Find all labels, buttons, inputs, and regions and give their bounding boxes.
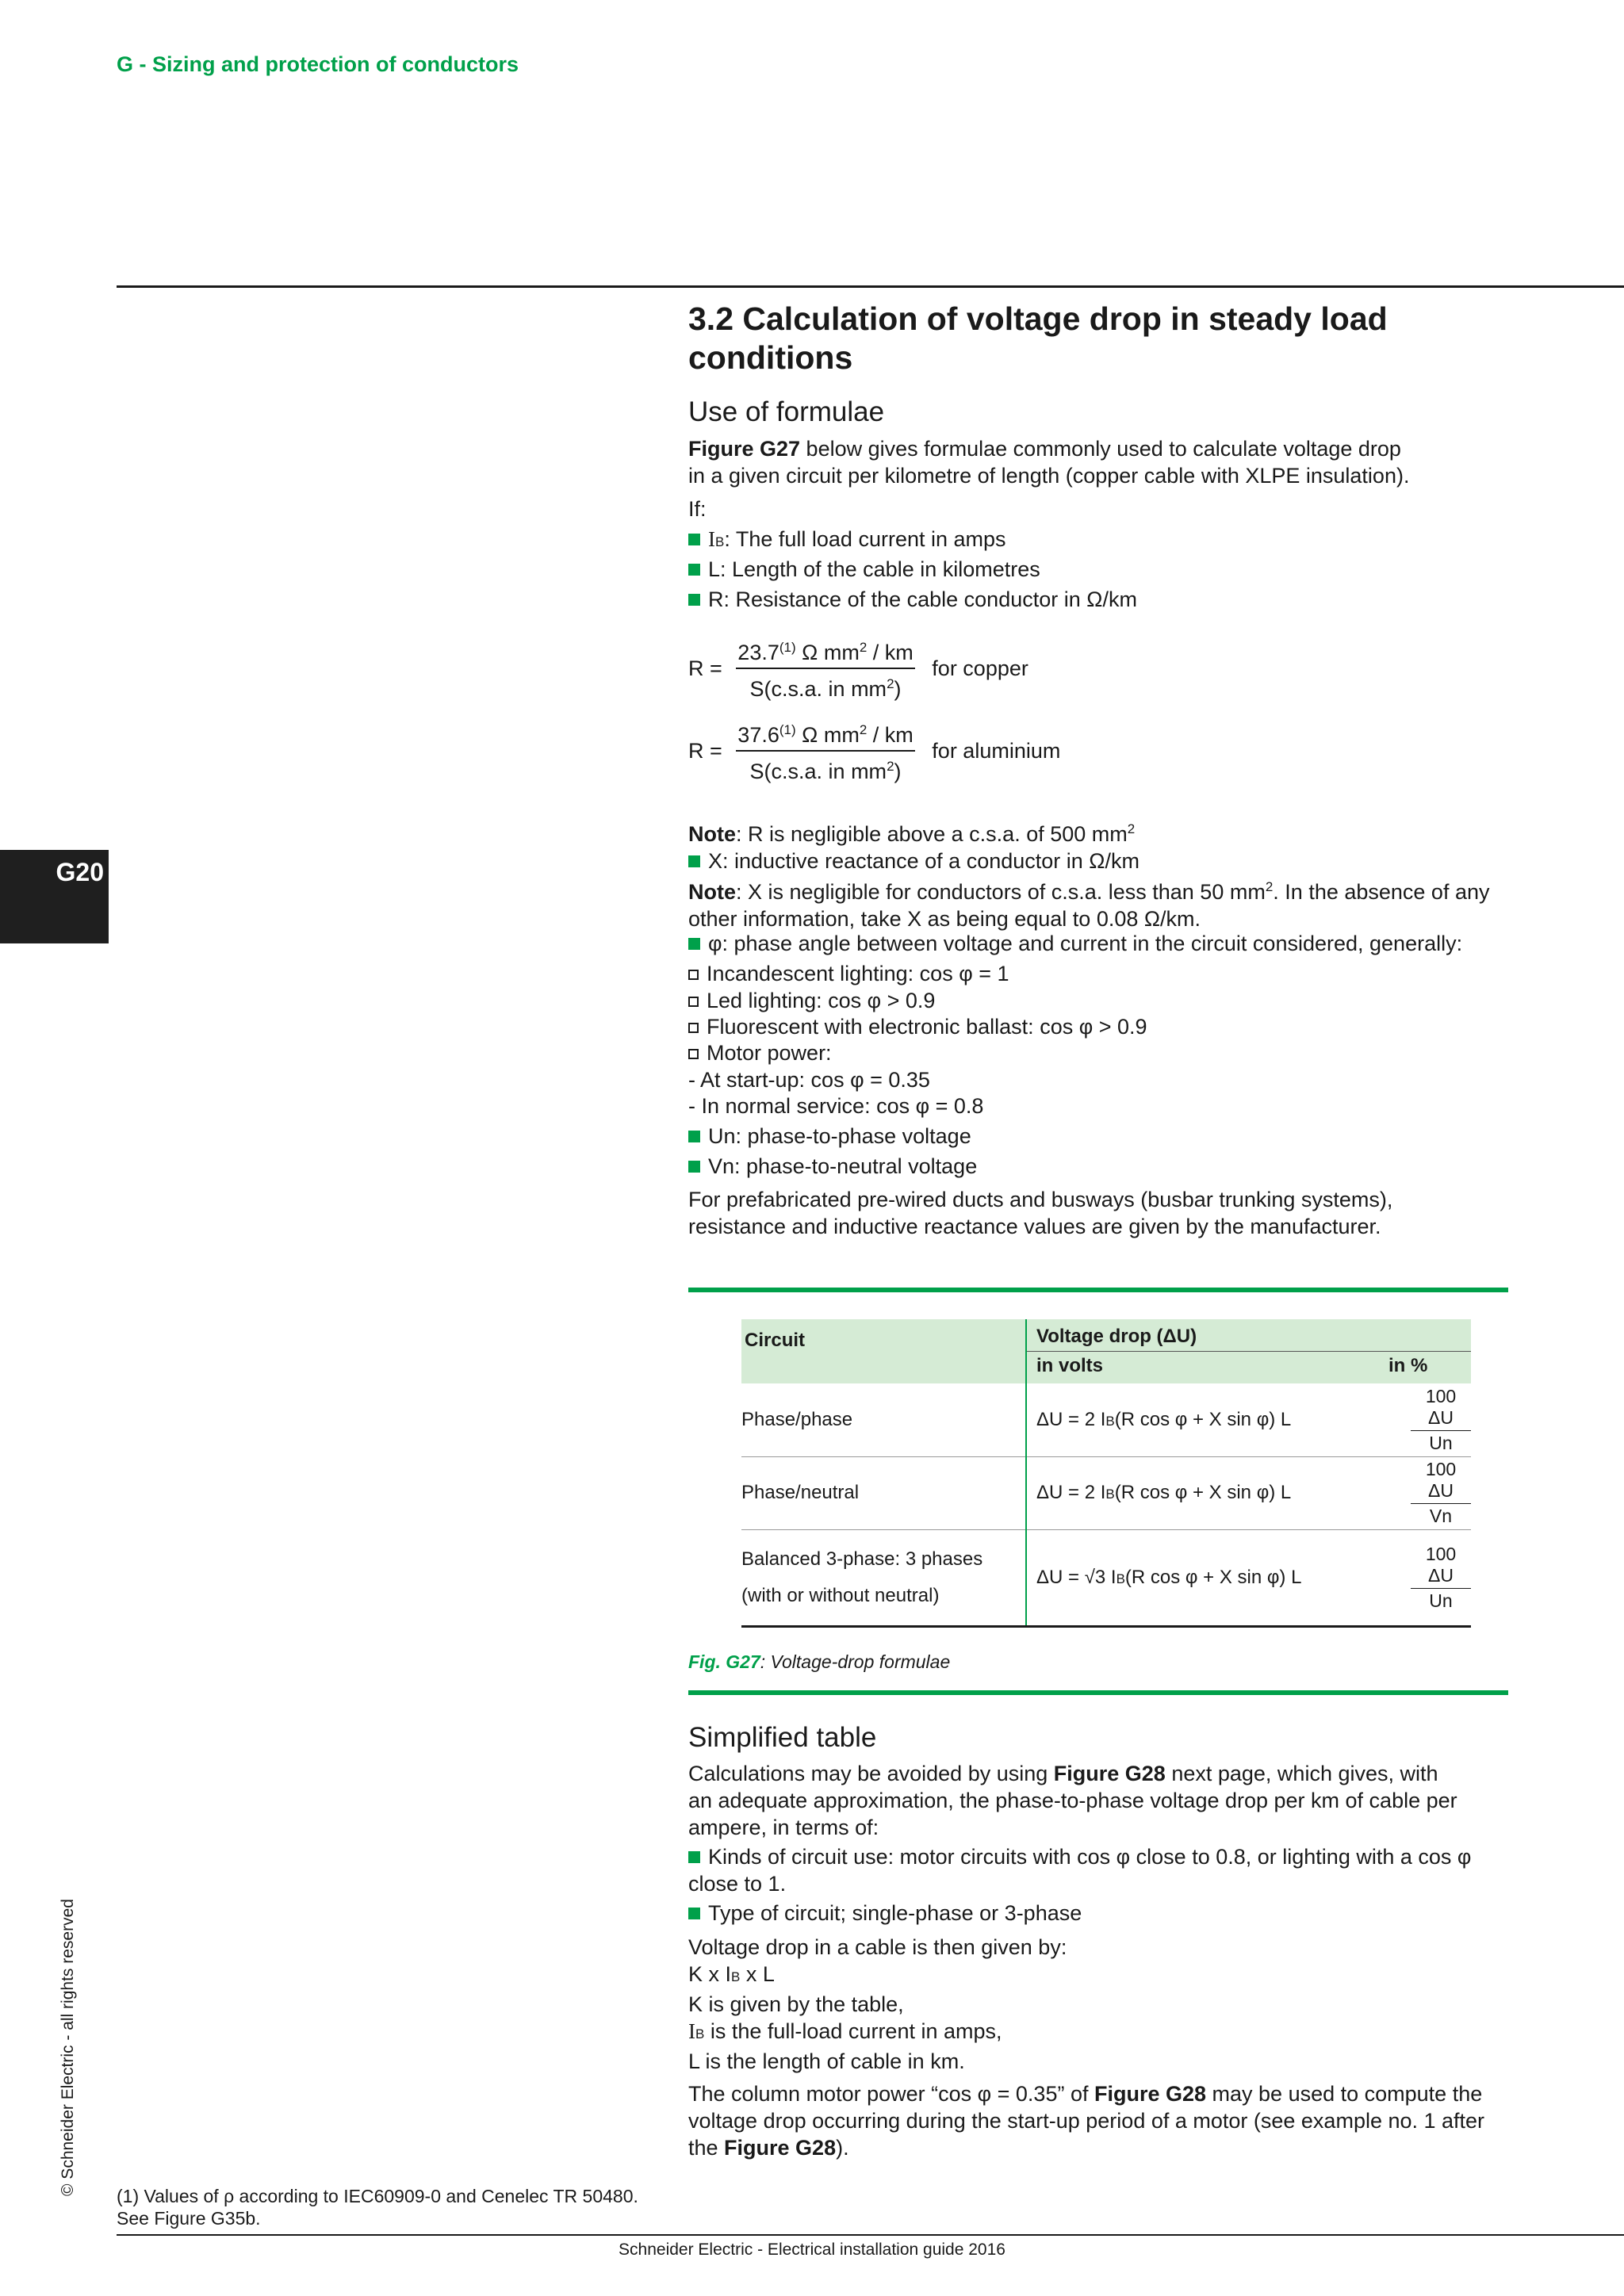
top-rule xyxy=(117,285,1624,288)
if-label: If: xyxy=(688,497,707,521)
subheading-formulae: Use of formulae xyxy=(688,396,885,427)
note-x: Note: X is negligible for conductors of c.s.a. less than 50 $mm^2$. In the absence of any other information, take X as being equal to 0.08 Ω/km. xyxy=(688,879,1490,931)
bullet-square-icon xyxy=(688,855,700,867)
cell-formula: ΔU = 2 IB(R cos φ + X sin φ) L xyxy=(1036,1482,1292,1503)
voltage-drop-table xyxy=(741,1319,1471,1628)
cell-formula: ΔU = √3 IB(R cos φ + X sin φ) L xyxy=(1036,1566,1302,1588)
sub-item-incandescent: Incandescent lighting: cos φ = 1 xyxy=(688,960,1513,987)
list-item-un: Un: phase-to-phase voltage xyxy=(688,1123,1513,1150)
hollow-square-icon xyxy=(688,1049,699,1059)
cell-formula: ΔU = 2 IB(R cos φ + X sin φ) L xyxy=(1036,1408,1292,1430)
formula-copper: R = $\frac{23.7^{(1)} \Omega mm^2 / km}{S(c.s.a. in mm^2)}$ for copper xyxy=(688,634,1028,702)
sub-item-fluorescent: Fluorescent with electronic ballast: cos φ > 0.9 xyxy=(688,1013,1513,1040)
note-r: Note: R is negligible above a c.s.a. of 500 $mm^2$ xyxy=(688,821,1136,846)
list-item-vn: Vn: phase-to-neutral voltage xyxy=(688,1153,1513,1180)
table-header-row xyxy=(741,1319,1471,1352)
cell-circuit: Phase/neutral xyxy=(741,1456,1026,1529)
footnote: (1) Values of ρ according to IEC60909-0 and Cenelec TR 50480. See Figure G35b. xyxy=(117,2186,638,2229)
sub-item-led: Led lighting: cos φ > 0.9 xyxy=(688,987,1513,1014)
bullet-square-icon xyxy=(688,534,700,545)
page-tab xyxy=(0,850,109,943)
list-item-kinds: Kinds of circuit use: motor circuits with cos φ close to 0.8, or lighting with a cos φ close to 1. xyxy=(688,1845,1472,1896)
sub-item-motor: Motor power: xyxy=(688,1039,1513,1066)
cell-percent: $\frac{100 \Delta U}{Un}$ xyxy=(1379,1383,1471,1456)
list-item-type: Type of circuit; single-phase or 3-phase xyxy=(688,1900,1513,1927)
chapter-header: G - Sizing and protection of conductors xyxy=(117,52,519,76)
cell-percent: $\frac{100 \Delta U}{Vn}$ xyxy=(1379,1456,1471,1529)
list-item-phi: φ: phase angle between voltage and current in the circuit considered, generally: xyxy=(688,930,1513,957)
bottom-rule xyxy=(117,2234,1624,2236)
header-circuit: Circuit xyxy=(741,1319,1026,1383)
list-item-ib: IB: The full load current in amps xyxy=(688,526,1513,556)
formula-aluminium: R = $\frac{37.6^{(1)} \Omega mm^2 / km}{S(c.s.a. in mm^2)}$ for aluminium xyxy=(688,717,1060,785)
list-item-x: X: inductive reactance of a conductor in Ω/km xyxy=(688,848,1513,874)
intro-paragraph: Figure G27 below gives formulae commonly used to calculate voltage drop in a given circuit per kilometre of length (copper cable with XLPE insulation). xyxy=(688,437,1410,488)
hollow-square-icon xyxy=(688,1023,699,1033)
column-note-paragraph: The column motor power “cos φ = 0.35” of Figure G28 may be used to compute the voltage drop occurring during the start-up period of a motor (see example no. 1 after the Figure G28). xyxy=(688,2082,1485,2160)
bullet-square-icon xyxy=(688,594,700,606)
simplified-paragraph: Calculations may be avoided by using Figure G28 next page, which gives, with an adequate approximation, the phase-to-phase voltage drop per km of cable per ampere, in terms of: xyxy=(688,1762,1457,1839)
table-row xyxy=(741,1529,1471,1626)
motor-startup: - At start-up: cos φ = 0.35 xyxy=(688,1068,930,1092)
page-footer: Schneider Electric - Electrical installation guide 2016 xyxy=(619,2241,1005,2259)
section-title: 3.2 Calculation of voltage drop in steady load conditions xyxy=(688,300,1388,376)
header-voltage-drop: Voltage drop (ΔU) xyxy=(1026,1319,1471,1352)
vd-explanation: Voltage drop in a cable is then given by: K x IB x L K is given by the table, IB is the full-load current in amps, L is the length of cable in km. xyxy=(688,1935,1067,2073)
figure-bottom-bar xyxy=(688,1690,1508,1695)
bullet-square-icon xyxy=(688,564,700,576)
cell-circuit: Phase/phase xyxy=(741,1383,1026,1456)
bullet-square-icon xyxy=(688,1161,700,1173)
motor-normal: - In normal service: cos φ = 0.8 xyxy=(688,1094,984,1118)
list-item-r: R: Resistance of the cable conductor in Ω/km xyxy=(688,586,1513,613)
prefab-paragraph: For prefabricated pre-wired ducts and busways (busbar trunking systems), resistance and inductive reactance values are given by the manufacturer. xyxy=(688,1188,1393,1238)
bullet-square-icon xyxy=(688,1851,700,1863)
page-tab-label: G20 xyxy=(56,858,104,886)
bullet-square-icon xyxy=(688,1131,700,1142)
hollow-square-icon xyxy=(688,997,699,1007)
subheading-simplified: Simplified table xyxy=(688,1722,877,1753)
bullet-square-icon xyxy=(688,1908,700,1919)
list-item-l: L: Length of the cable in kilometres xyxy=(688,556,1513,583)
cell-circuit: Balanced 3-phase: 3 phases (with or without neutral) xyxy=(741,1529,1026,1626)
bullet-square-icon xyxy=(688,938,700,950)
copyright-notice: © Schneider Electric - all rights reserved xyxy=(59,1899,77,2196)
table-row xyxy=(741,1383,1471,1456)
figure-top-bar xyxy=(688,1288,1508,1292)
cell-percent: $\frac{100 \Delta U}{Un}$ xyxy=(1379,1529,1471,1626)
section-heading xyxy=(688,300,1513,377)
header-in-volts: in volts xyxy=(1036,1355,1104,1376)
table-row xyxy=(741,1456,1471,1529)
hollow-square-icon xyxy=(688,970,699,980)
figure-caption: Fig. G27: Voltage-drop formulae xyxy=(688,1651,951,1672)
header-in-percent: in % xyxy=(1388,1355,1428,1376)
